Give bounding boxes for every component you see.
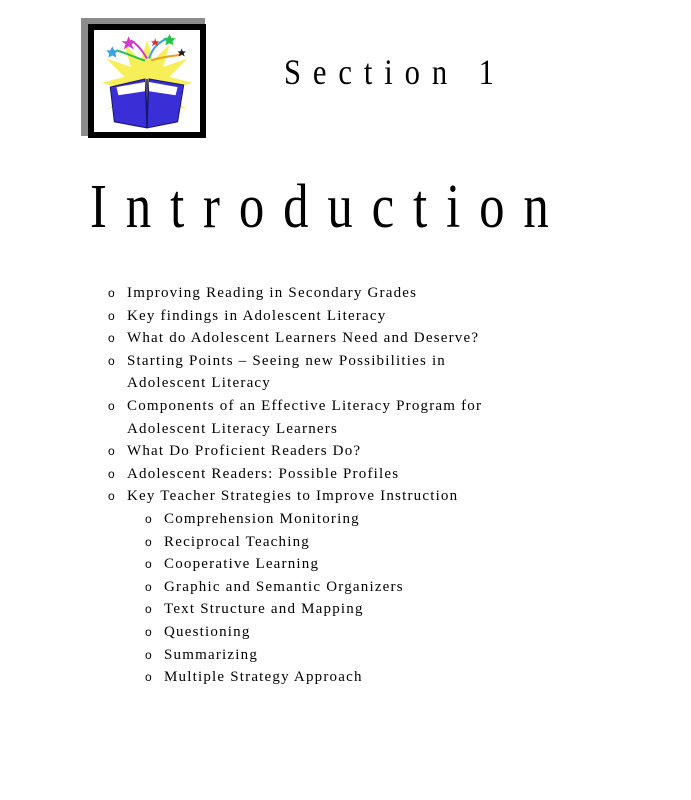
list-item bbox=[108, 395, 528, 440]
sub-list-item-label: Multiple Strategy Approach bbox=[164, 669, 363, 686]
list-item bbox=[108, 282, 528, 305]
page-title: Introduction bbox=[90, 173, 568, 241]
list-item-label: Components of an Effective Literacy Program for Adolescent Literacy Learners bbox=[127, 397, 483, 437]
sub-list bbox=[127, 508, 528, 689]
list-item-label: Starting Points – Seeing new Possibilities in Adolescent Literacy bbox=[127, 352, 447, 392]
sub-list-item bbox=[145, 666, 528, 689]
sub-list-item-label: Text Structure and Mapping bbox=[164, 601, 364, 618]
sub-list-item-label: Questioning bbox=[164, 623, 251, 640]
sub-list-item-label: Comprehension Monitoring bbox=[164, 510, 360, 527]
list-item bbox=[108, 463, 528, 486]
sub-list-item bbox=[145, 508, 528, 531]
sub-list-item-label: Summarizing bbox=[164, 646, 259, 663]
sub-list-item bbox=[145, 621, 528, 644]
list-item-label: What Do Proficient Readers Do? bbox=[127, 443, 362, 460]
sub-list-item bbox=[145, 531, 528, 554]
sub-list-item bbox=[145, 553, 528, 576]
list-item bbox=[108, 305, 528, 328]
list-item-label: Improving Reading in Secondary Grades bbox=[127, 285, 418, 301]
sub-list-item bbox=[145, 598, 528, 621]
list-item bbox=[108, 440, 528, 463]
list-item-label: Key findings in Adolescent Literacy bbox=[127, 307, 387, 324]
sub-list-item bbox=[145, 576, 528, 599]
sub-list-item-label: Reciprocal Teaching bbox=[164, 533, 311, 550]
list-item bbox=[108, 485, 528, 688]
list-item bbox=[108, 350, 528, 395]
list-item-label: Adolescent Readers: Possible Profiles bbox=[127, 465, 400, 482]
list-item-label: Key Teacher Strategies to Improve Instruction bbox=[127, 488, 459, 505]
section-logo bbox=[88, 24, 206, 138]
sub-list-item bbox=[145, 644, 528, 667]
sub-list-item-label: Cooperative Learning bbox=[164, 556, 320, 573]
section-label: Section 1 bbox=[284, 52, 506, 92]
open-book-stars-icon bbox=[94, 30, 200, 132]
toc-list bbox=[108, 282, 528, 689]
list-item-label: What do Adolescent Learners Need and Deserve? bbox=[127, 330, 480, 347]
list-item bbox=[108, 327, 528, 350]
sub-list-item-label: Graphic and Semantic Organizers bbox=[164, 578, 404, 595]
